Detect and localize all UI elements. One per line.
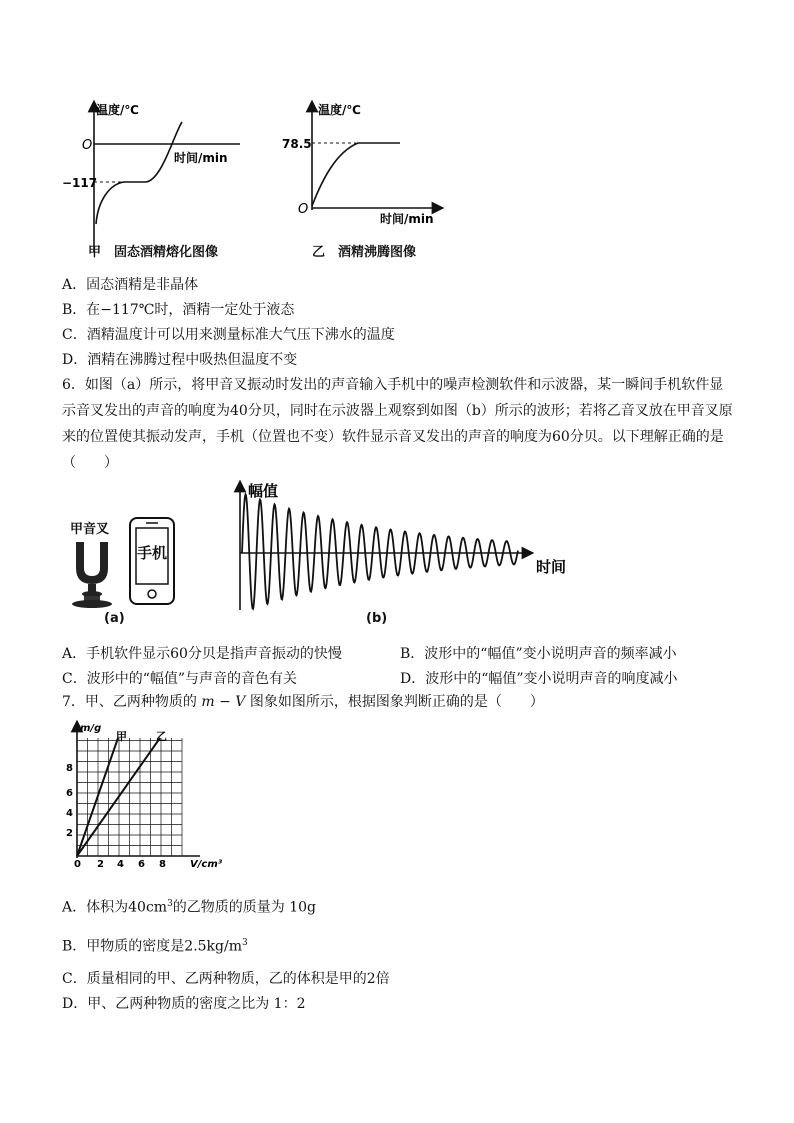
q6-stem: 6．如图（a）所示，将甲音叉振动时发出的声音输入手机中的噪声检测软件和示波器，某一瞬间手机软件显示音叉发出的声音的响度为40分贝，同时在示波器上观察到如图（b）所示的波形；若将乙音叉放在甲音叉原来的位置使其振动发声，手机（位置也不变）软件显示音叉发出的声音的响度为60分贝。以下理解正确的是（ ） xyxy=(62,377,733,471)
phone-text: 手机 xyxy=(137,544,168,562)
q7-option-d: D．甲、乙两种物质的密度之比为 1：2 xyxy=(62,996,306,1012)
q7-option-b xyxy=(62,933,248,957)
q7-option-c: C．质量相同的甲、乙两种物质，乙的体积是甲的2倍 xyxy=(62,971,390,987)
boiling-tick: 78.5 xyxy=(282,137,312,151)
boiling-caption: 乙 酒精沸腾图像 xyxy=(312,245,417,260)
melting-ylabel: 温度/℃ xyxy=(96,103,139,117)
q5-option-a: A．固态酒精是非晶体 xyxy=(62,277,199,293)
boiling-xlabel: 时间/min xyxy=(380,212,434,226)
melting-tick: −117 xyxy=(62,176,98,190)
q7-stem xyxy=(62,692,544,712)
mv-xlabel: V/cm³ xyxy=(190,859,223,868)
mv-ytick-8: 8 xyxy=(66,763,73,774)
series-b-line xyxy=(77,738,160,856)
boiling-origin: O xyxy=(298,202,309,217)
waveform-ylabel: 幅值 xyxy=(248,482,279,500)
series-b-label: 乙 xyxy=(156,730,167,743)
melting-graph xyxy=(62,92,252,264)
waveform-graph xyxy=(228,478,578,612)
q6-option-d: D．波形中的“幅值”变小说明声音的响度减小 xyxy=(400,671,678,687)
q6-option-b: B．波形中的“幅值”变小说明声音的频率减小 xyxy=(400,646,677,662)
boiling-ylabel: 温度/℃ xyxy=(318,103,361,117)
mv-ylabel: m/g xyxy=(80,723,102,734)
q7-option-a-val: 40cm xyxy=(128,899,168,916)
mass-volume-graph xyxy=(60,718,230,868)
q7-option-b-sup: 3 xyxy=(242,938,248,948)
q7-option-b-pre: B．甲物质的密度是 xyxy=(62,938,185,955)
fork-label: 甲音叉 xyxy=(70,522,110,537)
mv-xtick-8: 8 xyxy=(159,859,166,868)
q7-stem-math: m − V xyxy=(201,694,246,710)
q6-option-c: C．波形中的“幅值”与声音的音色有关 xyxy=(62,671,298,687)
mv-xtick-6: 6 xyxy=(138,859,145,868)
mv-xtick-2: 2 xyxy=(97,859,104,868)
melting-caption: 甲 固态酒精熔化图像 xyxy=(88,245,219,260)
fig-a-caption: (a) xyxy=(104,611,125,626)
mv-ytick-2: 2 xyxy=(66,828,73,839)
q5-option-d: D．酒精在沸腾过程中吸热但温度不变 xyxy=(62,352,298,368)
melting-origin: O xyxy=(82,138,93,153)
q7-stem-post: 图象如图所示，根据图象判断正确的是（ ） xyxy=(249,694,544,710)
q7-option-a-post: 的乙物质的质量为 10g xyxy=(172,899,317,916)
melting-xlabel: 时间/min xyxy=(174,151,228,165)
series-a-label: 甲 xyxy=(116,730,127,743)
q7-stem-pre: 7．甲、乙两种物质的 xyxy=(62,694,197,710)
fig-b-caption: (b) xyxy=(366,611,388,626)
q6-option-a: A．手机软件显示60分贝是指声音振动的快慢 xyxy=(62,646,342,662)
boiling-graph xyxy=(282,92,452,232)
q5-option-c: C．酒精温度计可以用来测量标准大气压下沸水的温度 xyxy=(62,327,395,343)
q7-option-a xyxy=(62,894,316,918)
tuning-fork-icon xyxy=(66,538,122,608)
q5-option-b: B．在−117℃时，酒精一定处于液态 xyxy=(62,302,295,318)
q7-option-b-val: 2.5kg/m xyxy=(184,938,242,955)
mv-ytick-6: 6 xyxy=(66,788,73,799)
mv-xtick-4: 4 xyxy=(117,859,124,868)
series-a-line xyxy=(77,738,118,856)
q7-option-a-pre: A．体积为 xyxy=(62,899,129,916)
waveform-xlabel: 时间 xyxy=(536,558,567,576)
q7-option-a-sup: 3 xyxy=(167,899,173,909)
waveform-trace xyxy=(242,494,518,608)
mv-ytick-4: 4 xyxy=(66,808,73,819)
mv-xtick-0: 0 xyxy=(74,859,81,868)
